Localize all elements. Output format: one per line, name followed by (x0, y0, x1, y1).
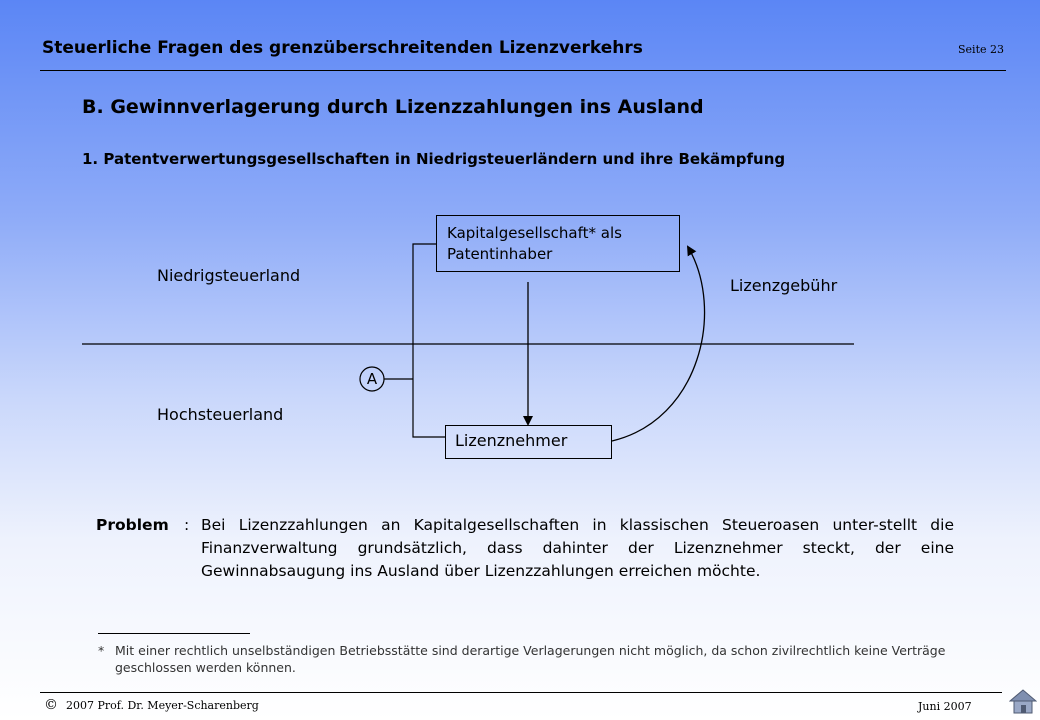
footer-divider (40, 692, 1002, 693)
subsection-title: 1. Patentverwertungsgesellschaften in Niedrigsteuerländern und ihre Bekämpfung (82, 150, 786, 168)
copyright-symbol: © (44, 697, 58, 713)
footnote-divider (98, 633, 250, 634)
shareholder-marker: A (366, 370, 378, 388)
page-number: Seite 23 (958, 43, 1004, 56)
copyright-author: 2007 Prof. Dr. Meyer-Scharenberg (66, 699, 259, 712)
section-title: B. Gewinnverlagerung durch Lizenzzahlungen ins Ausland (82, 96, 704, 118)
copyright (44, 697, 259, 713)
patent-holder-line-2: Patentinhaber (447, 245, 553, 263)
licence-fee-label: Lizenzgebühr (730, 276, 838, 295)
footnote-text: Mit einer rechtlich unselbständigen Betriebsstätte sind derartige Verlagerungen nicht möglich, da schon zivilrechtlich keine Verträge geschlossen werden können. (115, 643, 946, 675)
problem-label: Problem (96, 516, 169, 534)
low-tax-country-label: Niedrigsteuerland (157, 266, 301, 285)
footnote-mark: * (98, 643, 105, 658)
licensee-label: Lizenznehmer (455, 431, 568, 450)
high-tax-country-label: Hochsteuerland (157, 405, 284, 424)
home-icon (1009, 688, 1037, 714)
footer-date: Juni 2007 (918, 700, 972, 713)
presentation-title: Steuerliche Fragen des grenzüberschreitenden Lizenzverkehrs (42, 38, 643, 58)
licensee-box (445, 425, 612, 459)
problem-statement (96, 514, 954, 583)
patent-holder-line-1: Kapitalgesellschaft* als (447, 224, 622, 242)
footnote (98, 642, 954, 676)
problem-colon: : (184, 516, 190, 534)
home-button[interactable] (1009, 688, 1037, 718)
patent-holder-box (436, 215, 680, 272)
ownership-bracket (413, 244, 445, 437)
problem-text: Bei Lizenzzahlungen an Kapitalgesellschaften in klassischen Steueroasen unter-stellt die Finanzverwaltung grundsätzlich, dass dahinter der Lizenznehmer steckt, der eine Gewinnabsaugung ins Ausland über Lizenzzahlungen erreichen möchte. (201, 516, 954, 580)
